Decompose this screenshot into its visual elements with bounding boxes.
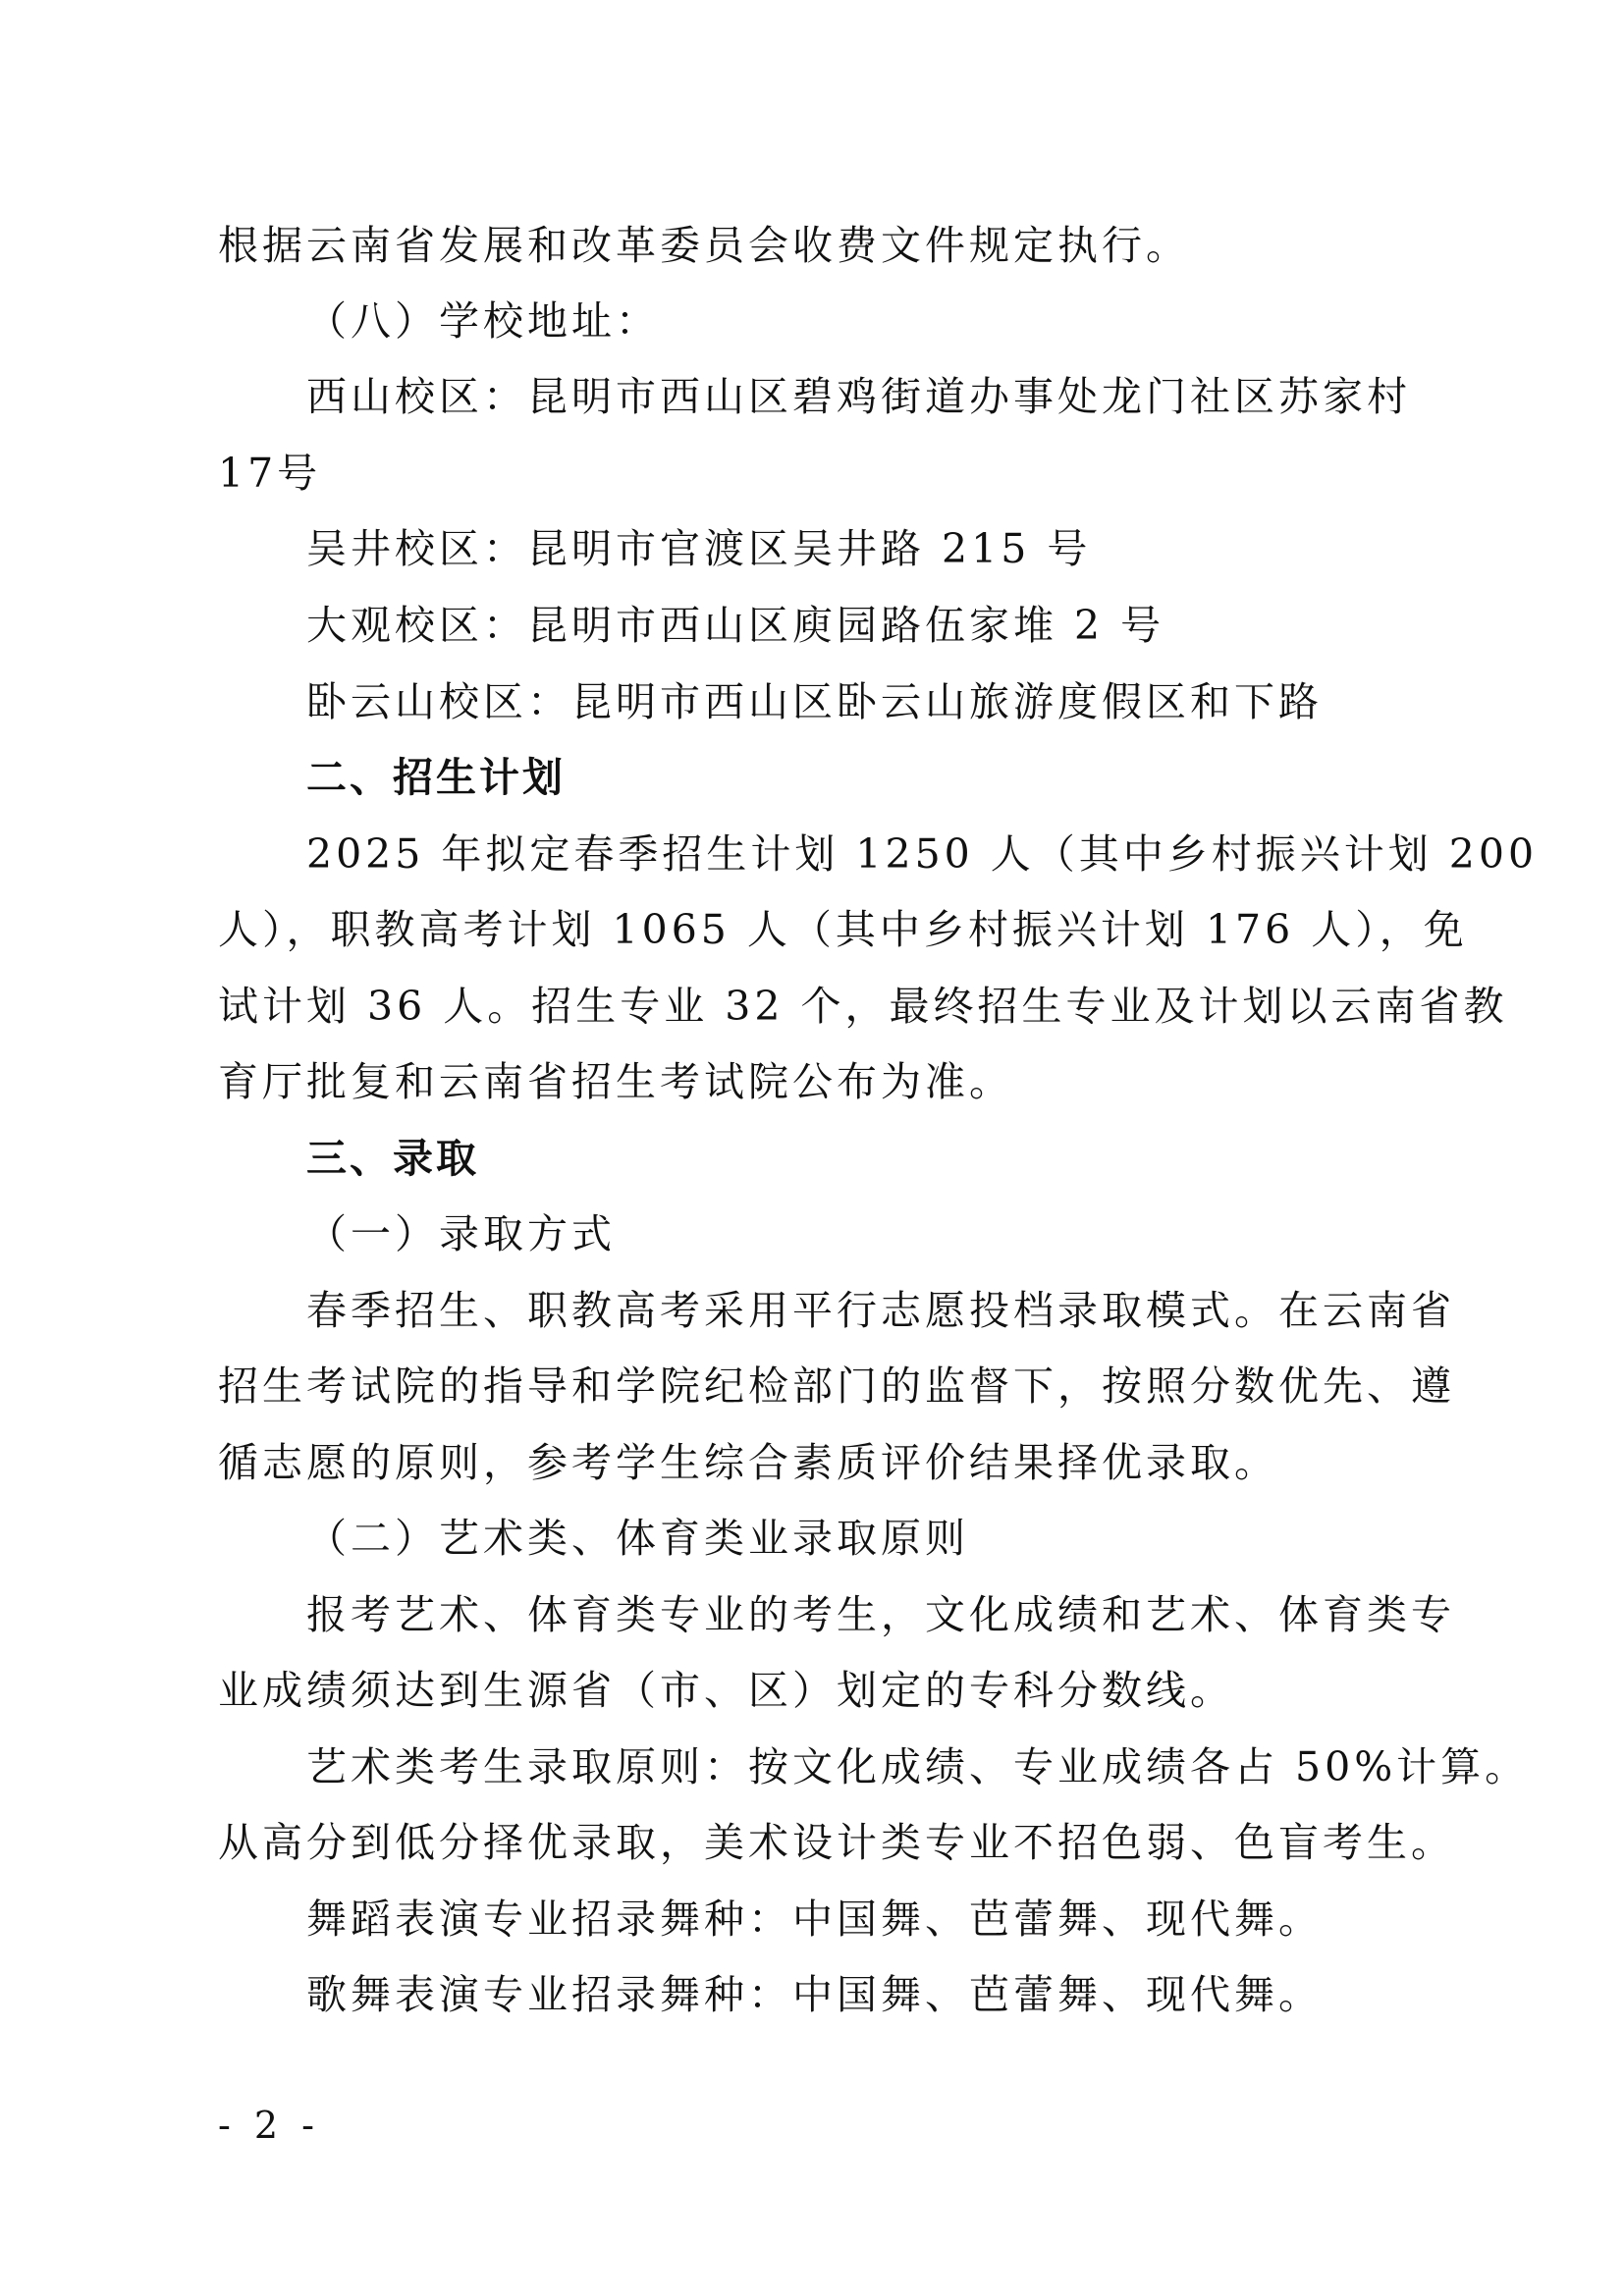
art-admission-line-2: 从高分到低分择优录取，美术设计类专业不招色弱、色盲考生。 [218,1819,1455,1866]
enrollment-plan-line-1: 2025 年拟定春季招生计划 1250 人（其中乡村振兴计划 200 [306,830,1539,878]
art-sports-line-2: 业成绩须达到生源省（市、区）划定的专科分数线。 [218,1667,1234,1714]
dance-performance-types: 舞蹈表演专业招录舞种：中国舞、芭蕾舞、现代舞。 [306,1896,1323,1943]
section-heading-admission: 三、录取 [306,1135,479,1182]
subheading-art-sports-principles: （二）艺术类、体育类业录取原则 [306,1515,969,1562]
subheading-admission-method: （一）录取方式 [306,1210,616,1257]
address-woyunshan: 卧云山校区：昆明市西山区卧云山旅游度假区和下路 [306,678,1323,725]
page-number: - 2 - [218,2104,321,2147]
enrollment-plan-line-3: 试计划 36 人。招生专业 32 个，最终招生专业及计划以云南省教 [218,983,1508,1030]
admission-method-line-2: 招生考试院的指导和学院纪检部门的监督下，按照分数优先、遵 [218,1362,1455,1410]
address-xishan-line-2: 17号 [218,450,322,497]
address-wujing: 吴井校区：昆明市官渡区吴井路 215 号 [306,525,1092,572]
admission-method-line-1: 春季招生、职教高考采用平行志愿投档录取模式。在云南省 [306,1287,1455,1334]
art-sports-line-1: 报考艺术、体育类专业的考生，文化成绩和艺术、体育类专 [306,1591,1455,1638]
song-dance-performance-types: 歌舞表演专业招录舞种：中国舞、芭蕾舞、现代舞。 [306,1971,1323,2018]
section-heading-enrollment-plan: 二、招生计划 [306,754,566,801]
art-admission-line-1: 艺术类考生录取原则：按文化成绩、专业成绩各占 50%计算。 [306,1743,1530,1790]
address-xishan-line-1: 西山校区：昆明市西山区碧鸡街道办事处龙门社区苏家村 [306,373,1411,420]
enrollment-plan-line-4: 育厅批复和云南省招生考试院公布为准。 [218,1058,1013,1105]
enrollment-plan-line-2: 人），职教高考计划 1065 人（其中乡村振兴计划 176 人），免 [218,906,1468,953]
admission-method-line-3: 循志愿的原则，参考学生综合素质评价结果择优录取。 [218,1439,1278,1486]
address-daguan: 大观校区：昆明市西山区庾园路伍家堆 2 号 [306,602,1165,649]
paragraph-fee-note: 根据云南省发展和改革委员会收费文件规定执行。 [218,222,1190,269]
subheading-school-address: （八）学校地址： [306,297,660,345]
